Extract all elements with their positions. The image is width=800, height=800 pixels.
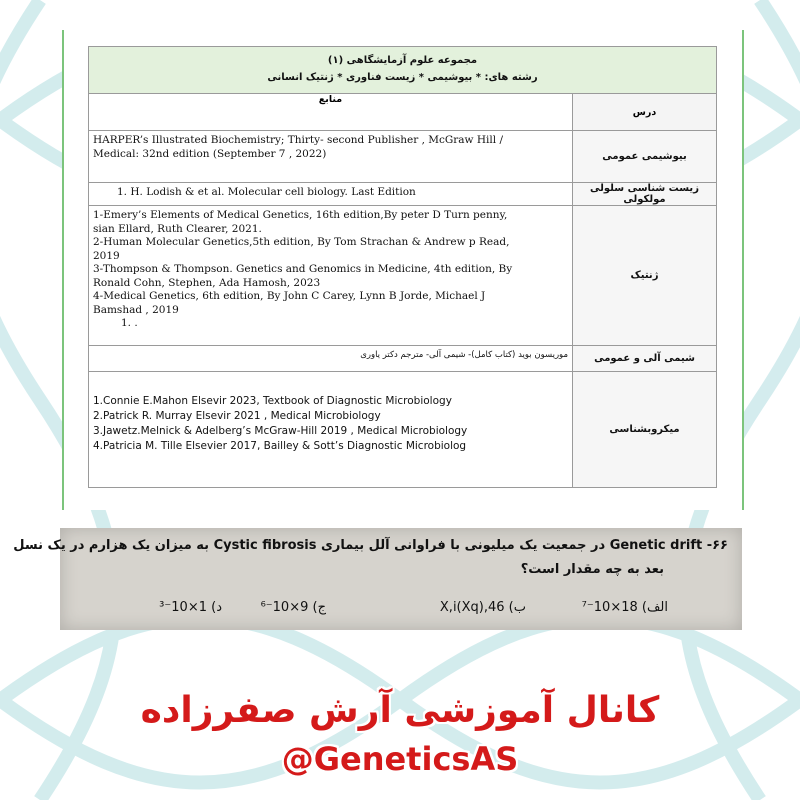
header-sources: منابع <box>89 94 573 131</box>
sources-organic-chemistry <box>89 346 573 372</box>
table-row <box>89 346 717 372</box>
source-line: 3-Thompson & Thompson. Genetics and Genomics in Medicine, 4th edition, By <box>93 263 513 275</box>
option-b: ب) 46,X,i(Xq) <box>439 600 526 615</box>
source-line: 1. H. Lodish & et al. Molecular cell biology. Last Edition <box>117 186 416 198</box>
exam-question <box>13 528 742 630</box>
source-line: Medical: 32nd edition (September 7 , 2022) <box>93 147 327 160</box>
source-line: موریسون بوید (کتاب کامل)- شیمی آلی- مترجم دکتر یاوری <box>360 350 568 360</box>
sources-cell-biology <box>89 183 573 206</box>
source-line: HARPER’s Illustrated Biochemistry; Thirty- second Publisher , McGraw Hill / <box>93 134 503 146</box>
option-c: ج) 9×10⁻⁶ <box>260 600 326 615</box>
course-genetics: ژنتیک <box>573 206 717 346</box>
source-line: 2019 <box>93 249 120 262</box>
table-row <box>89 183 717 206</box>
option-d: د) 1×10⁻³ <box>159 600 222 615</box>
header-course: درس <box>573 94 717 131</box>
sources-biochemistry <box>89 131 573 183</box>
option-a: الف) 18×10⁻⁷ <box>581 600 668 615</box>
source-line: 2-Human Molecular Genetics,5th edition, By Tom Strachan & Andrew p Read, <box>93 236 510 248</box>
sources-genetics <box>89 206 573 346</box>
document-page <box>62 30 744 510</box>
table-title-cell <box>89 47 717 94</box>
source-line: 1-Emery’s Elements of Medical Genetics, 16th edition,By peter D Turn penny, <box>93 209 508 221</box>
source-line: 4.Patricia M. Tille Elsevier 2017, Bailley & Sott’s Diagnostic Microbiolog <box>93 440 467 452</box>
source-line: 1.Connie E.Mahon Elsevir 2023, Textbook of Diagnostic Microbiology <box>93 395 452 407</box>
source-line: 1. . <box>121 317 138 329</box>
source-line: Bamshad , 2019 <box>93 303 179 316</box>
source-line: 2.Patrick R. Murray Elsevir 2021 , Medical Microbiology <box>93 410 381 422</box>
sources-microbiology <box>89 372 573 488</box>
table-subtitle: رشته های: * بیوشیمی * زیست فناوری * ژنتیک انسانی <box>267 72 538 83</box>
course-organic-chemistry: شیمی آلی و عمومی <box>573 346 717 372</box>
question-text: ۶۶- Genetic drift در جمعیت یک میلیونی با فراوانی آلل بیماری Cystic fibrosis به میزان یک هزارم در یک نسل <box>13 538 728 553</box>
source-line: 3.Jawetz.Melnick & Adelberg’s McGraw-Hill 2019 , Medical Microbiology <box>93 425 468 437</box>
question-text-continued: بعد به چه مقدار است؟ <box>520 562 664 577</box>
table-row <box>89 206 717 346</box>
channel-handle: @GeneticsAS <box>281 740 519 778</box>
source-line: Ronald Cohn, Stephen, Ada Hamosh, 2023 <box>93 276 321 289</box>
table-row <box>89 372 717 488</box>
table-title: مجموعه علوم آزمایشگاهی (۱) <box>327 55 478 66</box>
course-microbiology: میکروبشناسی <box>573 372 717 488</box>
course-cell-biology: زیست شناسی سلولی مولکولی <box>573 183 717 206</box>
source-line: 4-Medical Genetics, 6th edition, By John C Carey, Lynn B Jorde, Michael J <box>93 290 486 302</box>
course-biochemistry: بیوشیمی عمومی <box>573 131 717 183</box>
channel-watermark: کانال آموزشی آرش صفرزاده <box>140 690 660 731</box>
table-row <box>89 131 717 183</box>
sources-table <box>88 46 717 488</box>
source-line: sian Ellard, Ruth Clearer, 2021. <box>93 222 262 235</box>
